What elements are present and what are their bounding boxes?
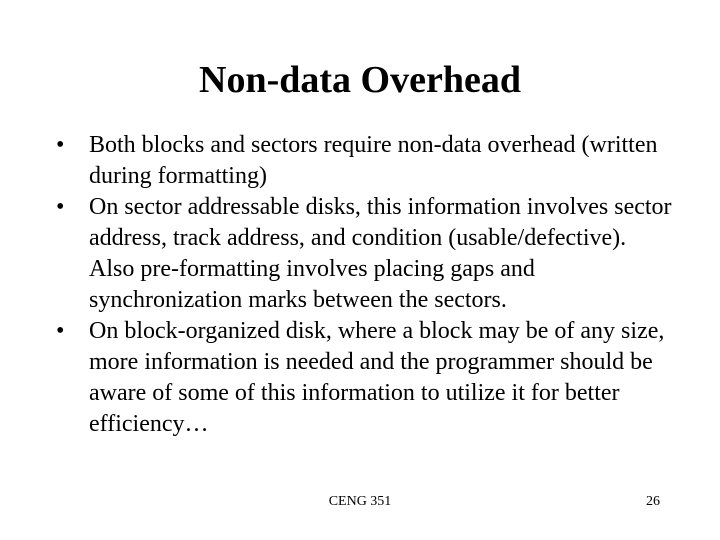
bullet-text: On sector addressable disks, this information involves sector address, track address, and condition (usable/defective). Also pre-formatting involves placing gaps and synchronization marks between the sectors. xyxy=(89,194,672,313)
footer-page-number: 26 xyxy=(646,494,660,509)
bullet-text: Both blocks and sectors require non-data overhead (written during formatting) xyxy=(89,132,658,189)
bullet-point-icon: • xyxy=(56,132,65,158)
bullet-item xyxy=(56,130,676,192)
bullet-point-icon: • xyxy=(56,318,65,344)
bullet-item xyxy=(56,316,676,440)
bullet-item xyxy=(56,192,676,316)
bullet-list xyxy=(56,130,676,440)
bullet-text: On block-organized disk, where a block may be of any size, more information is needed and the programmer should be aware of some of this information to utilize it for better efficiency… xyxy=(89,318,665,437)
bullet-point-icon: • xyxy=(56,194,65,220)
footer-course-label: CENG 351 xyxy=(328,494,392,509)
slide-title: Non-data Overhead xyxy=(199,59,521,101)
